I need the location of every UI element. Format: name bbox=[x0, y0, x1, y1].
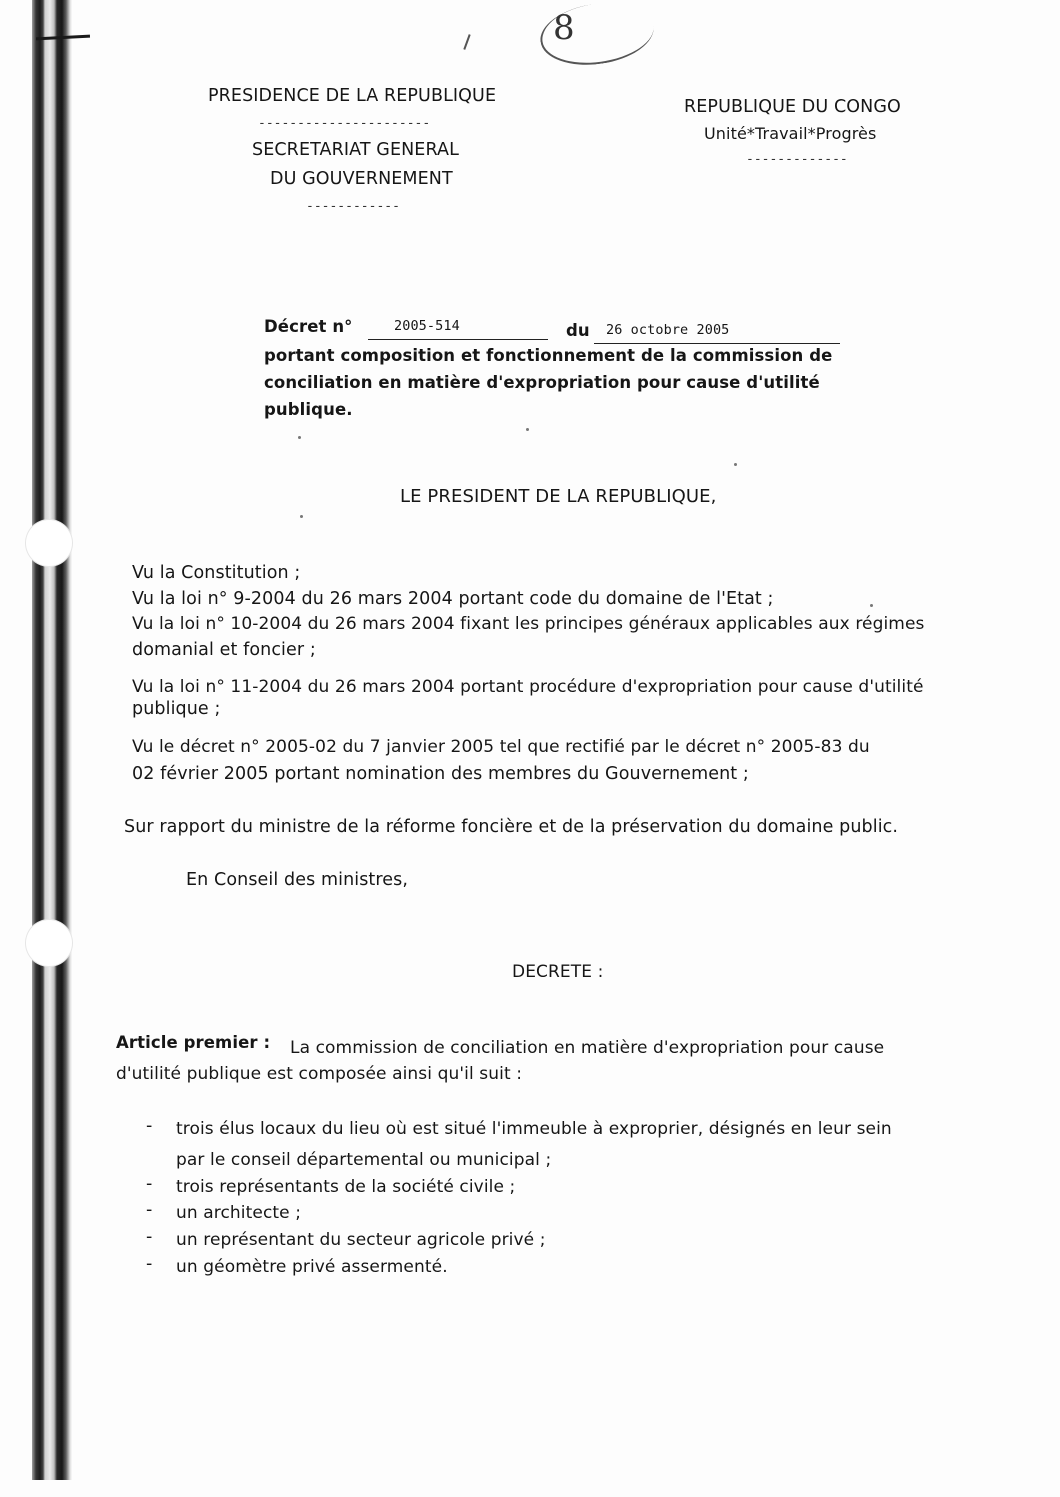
visa-line: Vu la loi n° 10-2004 du 26 mars 2004 fixant les principes généraux applicables aux régimes bbox=[132, 614, 925, 634]
decree-du: du bbox=[566, 321, 590, 340]
decree-title-line-1: portant composition et fonctionnement de la commission de bbox=[264, 346, 833, 365]
header-presidence: PRESIDENCE DE LA REPUBLIQUE bbox=[208, 86, 497, 106]
visa-line: domanial et foncier ; bbox=[132, 640, 316, 660]
decree-date-underline bbox=[594, 343, 840, 344]
header-left-separator-1: ---------------------- bbox=[258, 116, 431, 131]
decree-title-line-3: publique. bbox=[264, 400, 353, 419]
list-item: par le conseil départemental ou municipal ; bbox=[176, 1150, 552, 1170]
visa-line: 02 février 2005 portant nomination des membres du Gouvernement ; bbox=[132, 764, 749, 784]
scan-speck bbox=[526, 428, 529, 431]
scan-speck bbox=[298, 436, 301, 439]
list-bullet: - bbox=[146, 1174, 153, 1194]
article-text-line-1: La commission de conciliation en matière d'expropriation pour cause bbox=[290, 1038, 885, 1058]
header-secretariat: SECRETARIAT GENERAL bbox=[252, 140, 459, 160]
page-number: 8 bbox=[553, 8, 575, 48]
header-republique: REPUBLIQUE DU CONGO bbox=[684, 97, 901, 117]
list-bullet: - bbox=[146, 1200, 153, 1220]
visa-line: Vu la Constitution ; bbox=[132, 563, 301, 583]
visa-line: Vu la loi n° 11-2004 du 26 mars 2004 portant procédure d'expropriation pour cause d'utilité bbox=[132, 677, 924, 697]
scan-speck bbox=[870, 604, 873, 607]
scan-speck bbox=[734, 463, 737, 466]
binding-strip bbox=[32, 0, 72, 1480]
conseil-line: En Conseil des ministres, bbox=[186, 870, 409, 890]
pen-stroke bbox=[463, 34, 470, 50]
punch-hole-top bbox=[26, 520, 72, 566]
list-item: trois représentants de la société civile ; bbox=[176, 1177, 516, 1197]
header-right-separator: ------------- bbox=[746, 152, 848, 167]
president-heading: LE PRESIDENT DE LA REPUBLIQUE, bbox=[400, 486, 717, 507]
decree-number-underline bbox=[368, 339, 548, 340]
decree-date: 26 octobre 2005 bbox=[606, 322, 730, 338]
visa-line: Vu la loi n° 9-2004 du 26 mars 2004 portant code du domaine de l'Etat ; bbox=[132, 589, 774, 609]
rapport-line: Sur rapport du ministre de la réforme foncière et de la préservation du domaine public. bbox=[124, 817, 899, 837]
decree-title-line-2: conciliation en matière d'expropriation pour cause d'utilité bbox=[264, 373, 820, 392]
article-label: Article premier : bbox=[116, 1033, 271, 1052]
decree-prefix: Décret n° bbox=[264, 317, 353, 336]
list-bullet: - bbox=[146, 1254, 153, 1274]
list-item: un représentant du secteur agricole privé ; bbox=[176, 1230, 546, 1250]
visa-line: publique ; bbox=[132, 699, 221, 719]
list-item: trois élus locaux du lieu où est situé l'immeuble à exproprier, désignés en leur sein bbox=[176, 1119, 892, 1139]
decrete-heading: DECRETE : bbox=[512, 962, 604, 982]
punch-hole-bottom bbox=[26, 920, 72, 966]
list-bullet: - bbox=[146, 1227, 153, 1247]
header-gouvernement: DU GOUVERNEMENT bbox=[270, 169, 453, 189]
list-item: un architecte ; bbox=[176, 1203, 302, 1223]
list-item: un géomètre privé assermenté. bbox=[176, 1257, 448, 1277]
article-text-line-2: d'utilité publique est composée ainsi qu'il suit : bbox=[116, 1064, 523, 1084]
header-motto: Unité*Travail*Progrès bbox=[704, 124, 877, 143]
header-left-separator-2: ------------ bbox=[306, 199, 400, 214]
scan-speck bbox=[300, 515, 303, 518]
decree-number: 2005-514 bbox=[394, 318, 460, 334]
list-bullet: - bbox=[146, 1116, 153, 1136]
visa-line: Vu le décret n° 2005-02 du 7 janvier 2005 tel que rectifié par le décret n° 2005-83 du bbox=[132, 737, 870, 757]
